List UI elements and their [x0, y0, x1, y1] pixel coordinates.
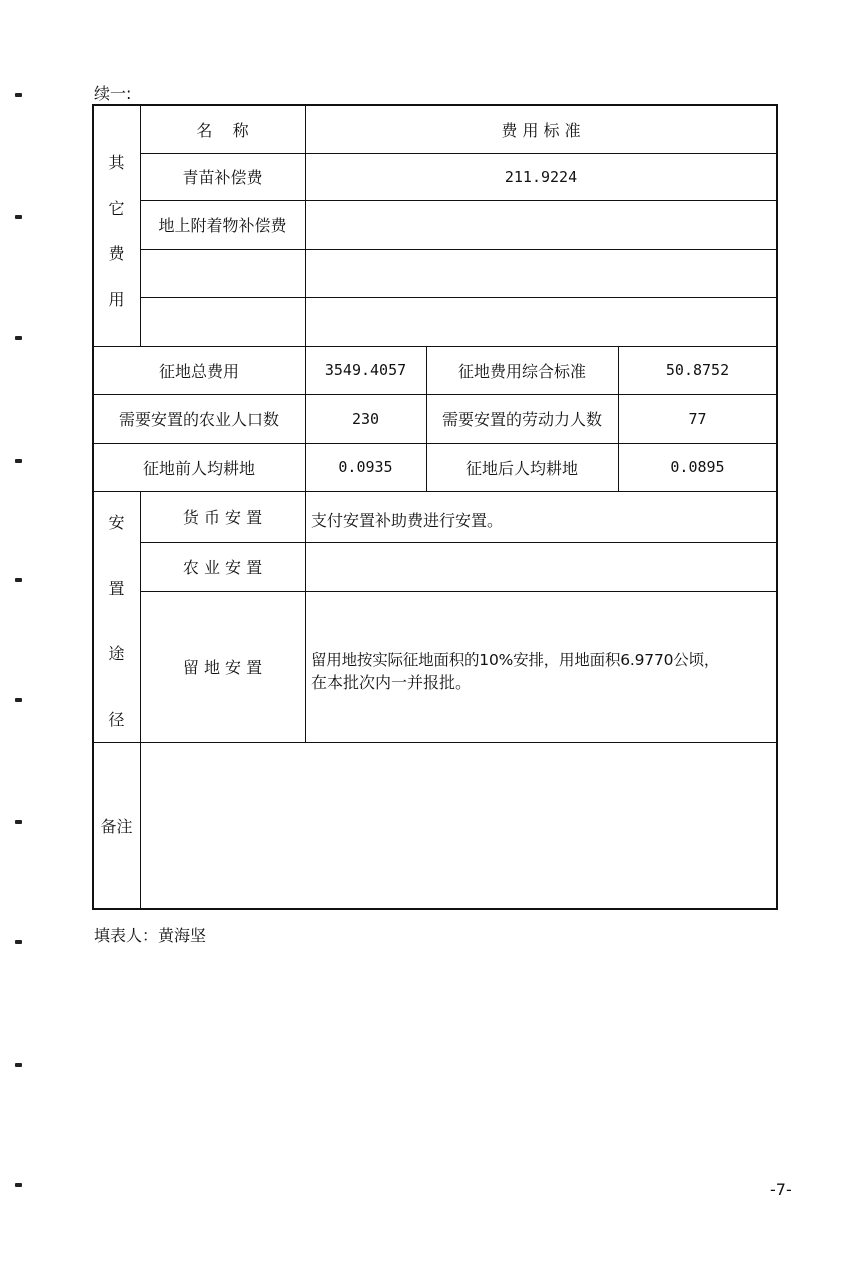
binder-mark	[15, 1063, 22, 1067]
land-before-value: 0.0935	[338, 458, 393, 476]
preparer-line: 填表人：黄海坚	[94, 926, 207, 945]
binder-mark	[15, 698, 22, 702]
resettlement-method-content-line1: 留用地按实际征地面积的10%安排，用地面积6.9770公顷，	[311, 651, 720, 669]
continuation-label: 续一:	[94, 84, 132, 103]
land-after-value: 0.0895	[670, 458, 725, 476]
farm-population-label: 需要安置的农业人口数	[118, 410, 279, 429]
composite-standard-label: 征地费用综合标准	[457, 361, 586, 381]
other-cost-name	[140, 249, 305, 297]
binder-mark	[15, 1183, 22, 1187]
labor-count-label: 需要安置的劳动力人数	[441, 410, 602, 429]
land-before-label: 征地前人均耕地	[142, 458, 255, 478]
other-cost-name: 地上附着物补偿费	[158, 216, 287, 235]
binder-mark	[15, 940, 22, 944]
composite-standard-value: 50.8752	[665, 361, 730, 379]
binder-mark	[15, 93, 22, 97]
other-cost-value	[305, 249, 777, 297]
remarks-label: 备注	[100, 817, 133, 836]
other-cost-value: 211.9224	[504, 167, 578, 186]
binder-mark	[15, 336, 22, 340]
other-cost-name	[140, 297, 305, 346]
other-cost-value	[305, 297, 777, 346]
resettlement-method-name: 农 业 安 置	[182, 558, 263, 577]
resettlement-section-label: 安 置 途 径	[108, 513, 125, 729]
page-number: -7-	[770, 1180, 792, 1199]
col-standard-header: 费 用 标 准	[501, 120, 581, 140]
binder-mark	[15, 820, 22, 824]
resettlement-method-name: 留 地 安 置	[182, 658, 263, 677]
binder-mark	[15, 578, 22, 582]
other-cost-name: 青苗补偿费	[182, 168, 263, 187]
total-cost-value: 3549.4057	[324, 361, 407, 379]
col-name-header: 名 称	[196, 120, 249, 140]
other-cost-value	[305, 200, 777, 249]
labor-count-value: 77	[688, 409, 707, 428]
binder-mark	[15, 459, 22, 463]
other-costs-section-label: 其 它 费 用	[108, 153, 125, 309]
farm-population-value: 230	[351, 409, 380, 428]
resettlement-method-content: 支付安置补助费进行安置。	[311, 511, 504, 530]
binder-mark	[15, 215, 22, 219]
land-after-label: 征地后人均耕地	[465, 458, 578, 478]
total-cost-label: 征地总费用	[158, 361, 239, 381]
resettlement-method-content-line2: 在本批次内一并报批。	[311, 673, 472, 692]
resettlement-method-name: 货 币 安 置	[182, 508, 263, 527]
